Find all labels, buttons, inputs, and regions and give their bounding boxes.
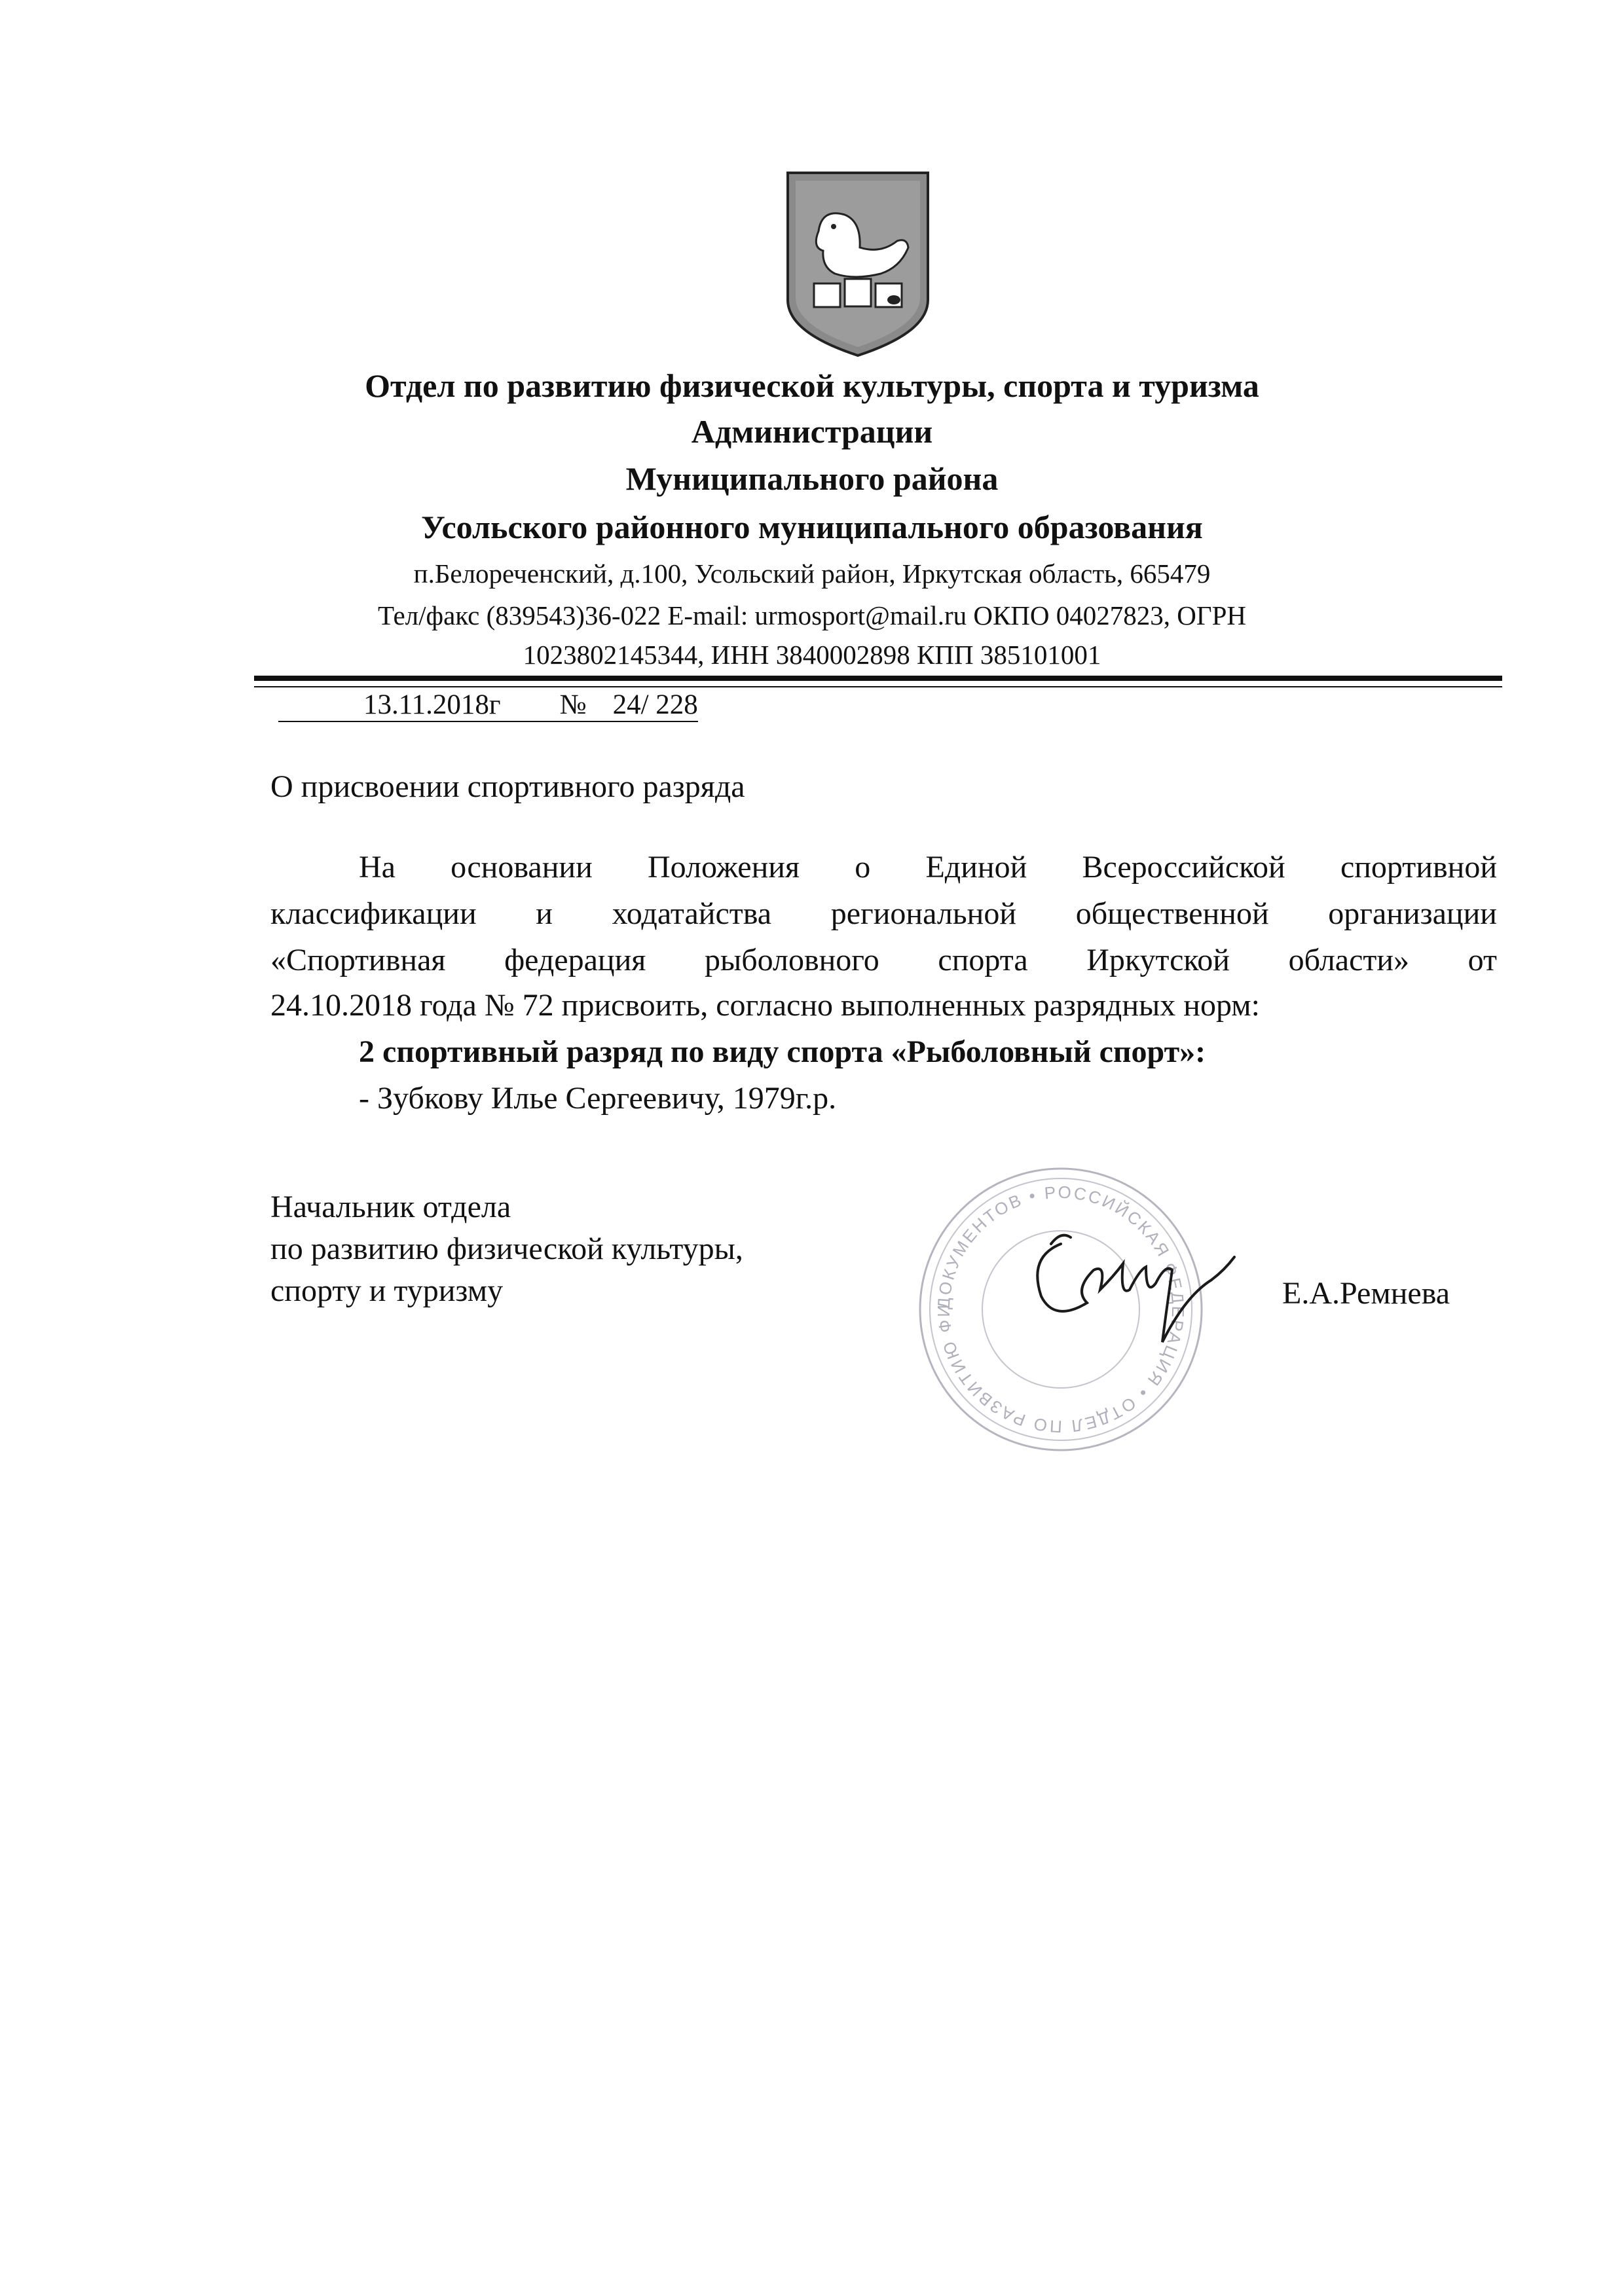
coat-of-arms-emblem <box>783 169 933 359</box>
reference-number: 24/ 228 <box>613 689 698 722</box>
header-contacts-line2: 1023802145344, ИНН 3840002898 КПП 385101001 <box>523 640 1101 670</box>
signatory-name: Е.А.Ремнева <box>1282 1276 1450 1311</box>
header-line-municipal-formation: Усольского районного муниципального образования <box>421 509 1203 545</box>
header-divider-thick <box>254 676 1502 681</box>
header-line-administration: Администрации <box>691 413 933 450</box>
header-address: п.Белореченский, д.100, Усольский район, Иркутская область, 665479 <box>413 558 1211 589</box>
body-line-3: «Спортивная федерация рыболовного спорта Иркутской области» от <box>270 943 1497 977</box>
outgoing-reference <box>278 689 698 725</box>
sport-rank-assignment: 2 спортивный разряд по виду спорта «Рыболовный спорт»: <box>359 1034 1206 1069</box>
stamp-ring-text: ДОКУМЕНТОВ • РОССИЙСКАЯ ФЕДЕРАЦИЯ • ОТДЕЛ ПО РАЗВИТИЮ ФИ <box>933 1182 1189 1437</box>
handwritten-signature <box>1015 1218 1238 1362</box>
signatory-title-line1: Начальник отдела <box>270 1190 511 1224</box>
header-contacts-line1: Тел/факс (839543)36-022 E-mail: urmosport@mail.ru ОКПО 04027823, ОГРН <box>377 600 1247 630</box>
signatory-title-line2: по развитию физической культуры, <box>270 1231 743 1266</box>
body-line-4: 24.10.2018 года № 72 присвоить, согласно выполненных разрядных норм: <box>270 988 1260 1023</box>
header-line-department: Отдел по развитию физической культуры, спорта и туризма <box>365 367 1259 404</box>
body-line-2: классификации и ходатайства региональной общественной организации <box>270 896 1497 931</box>
reference-date: 13.11.2018г <box>363 689 501 722</box>
header-line-municipal-district: Муниципального района <box>625 460 999 497</box>
reference-number-sign: № <box>560 689 587 722</box>
header-divider-thin <box>254 686 1502 687</box>
awarded-person: - Зубкову Илье Сергеевичу, 1979г.р. <box>359 1081 837 1116</box>
body-line-1: На основании Положения о Единой Всероссийской спортивной <box>359 850 1497 884</box>
document-subject: О присвоении спортивного разряда <box>270 769 745 804</box>
signatory-title-line3: спорту и туризму <box>270 1273 504 1308</box>
